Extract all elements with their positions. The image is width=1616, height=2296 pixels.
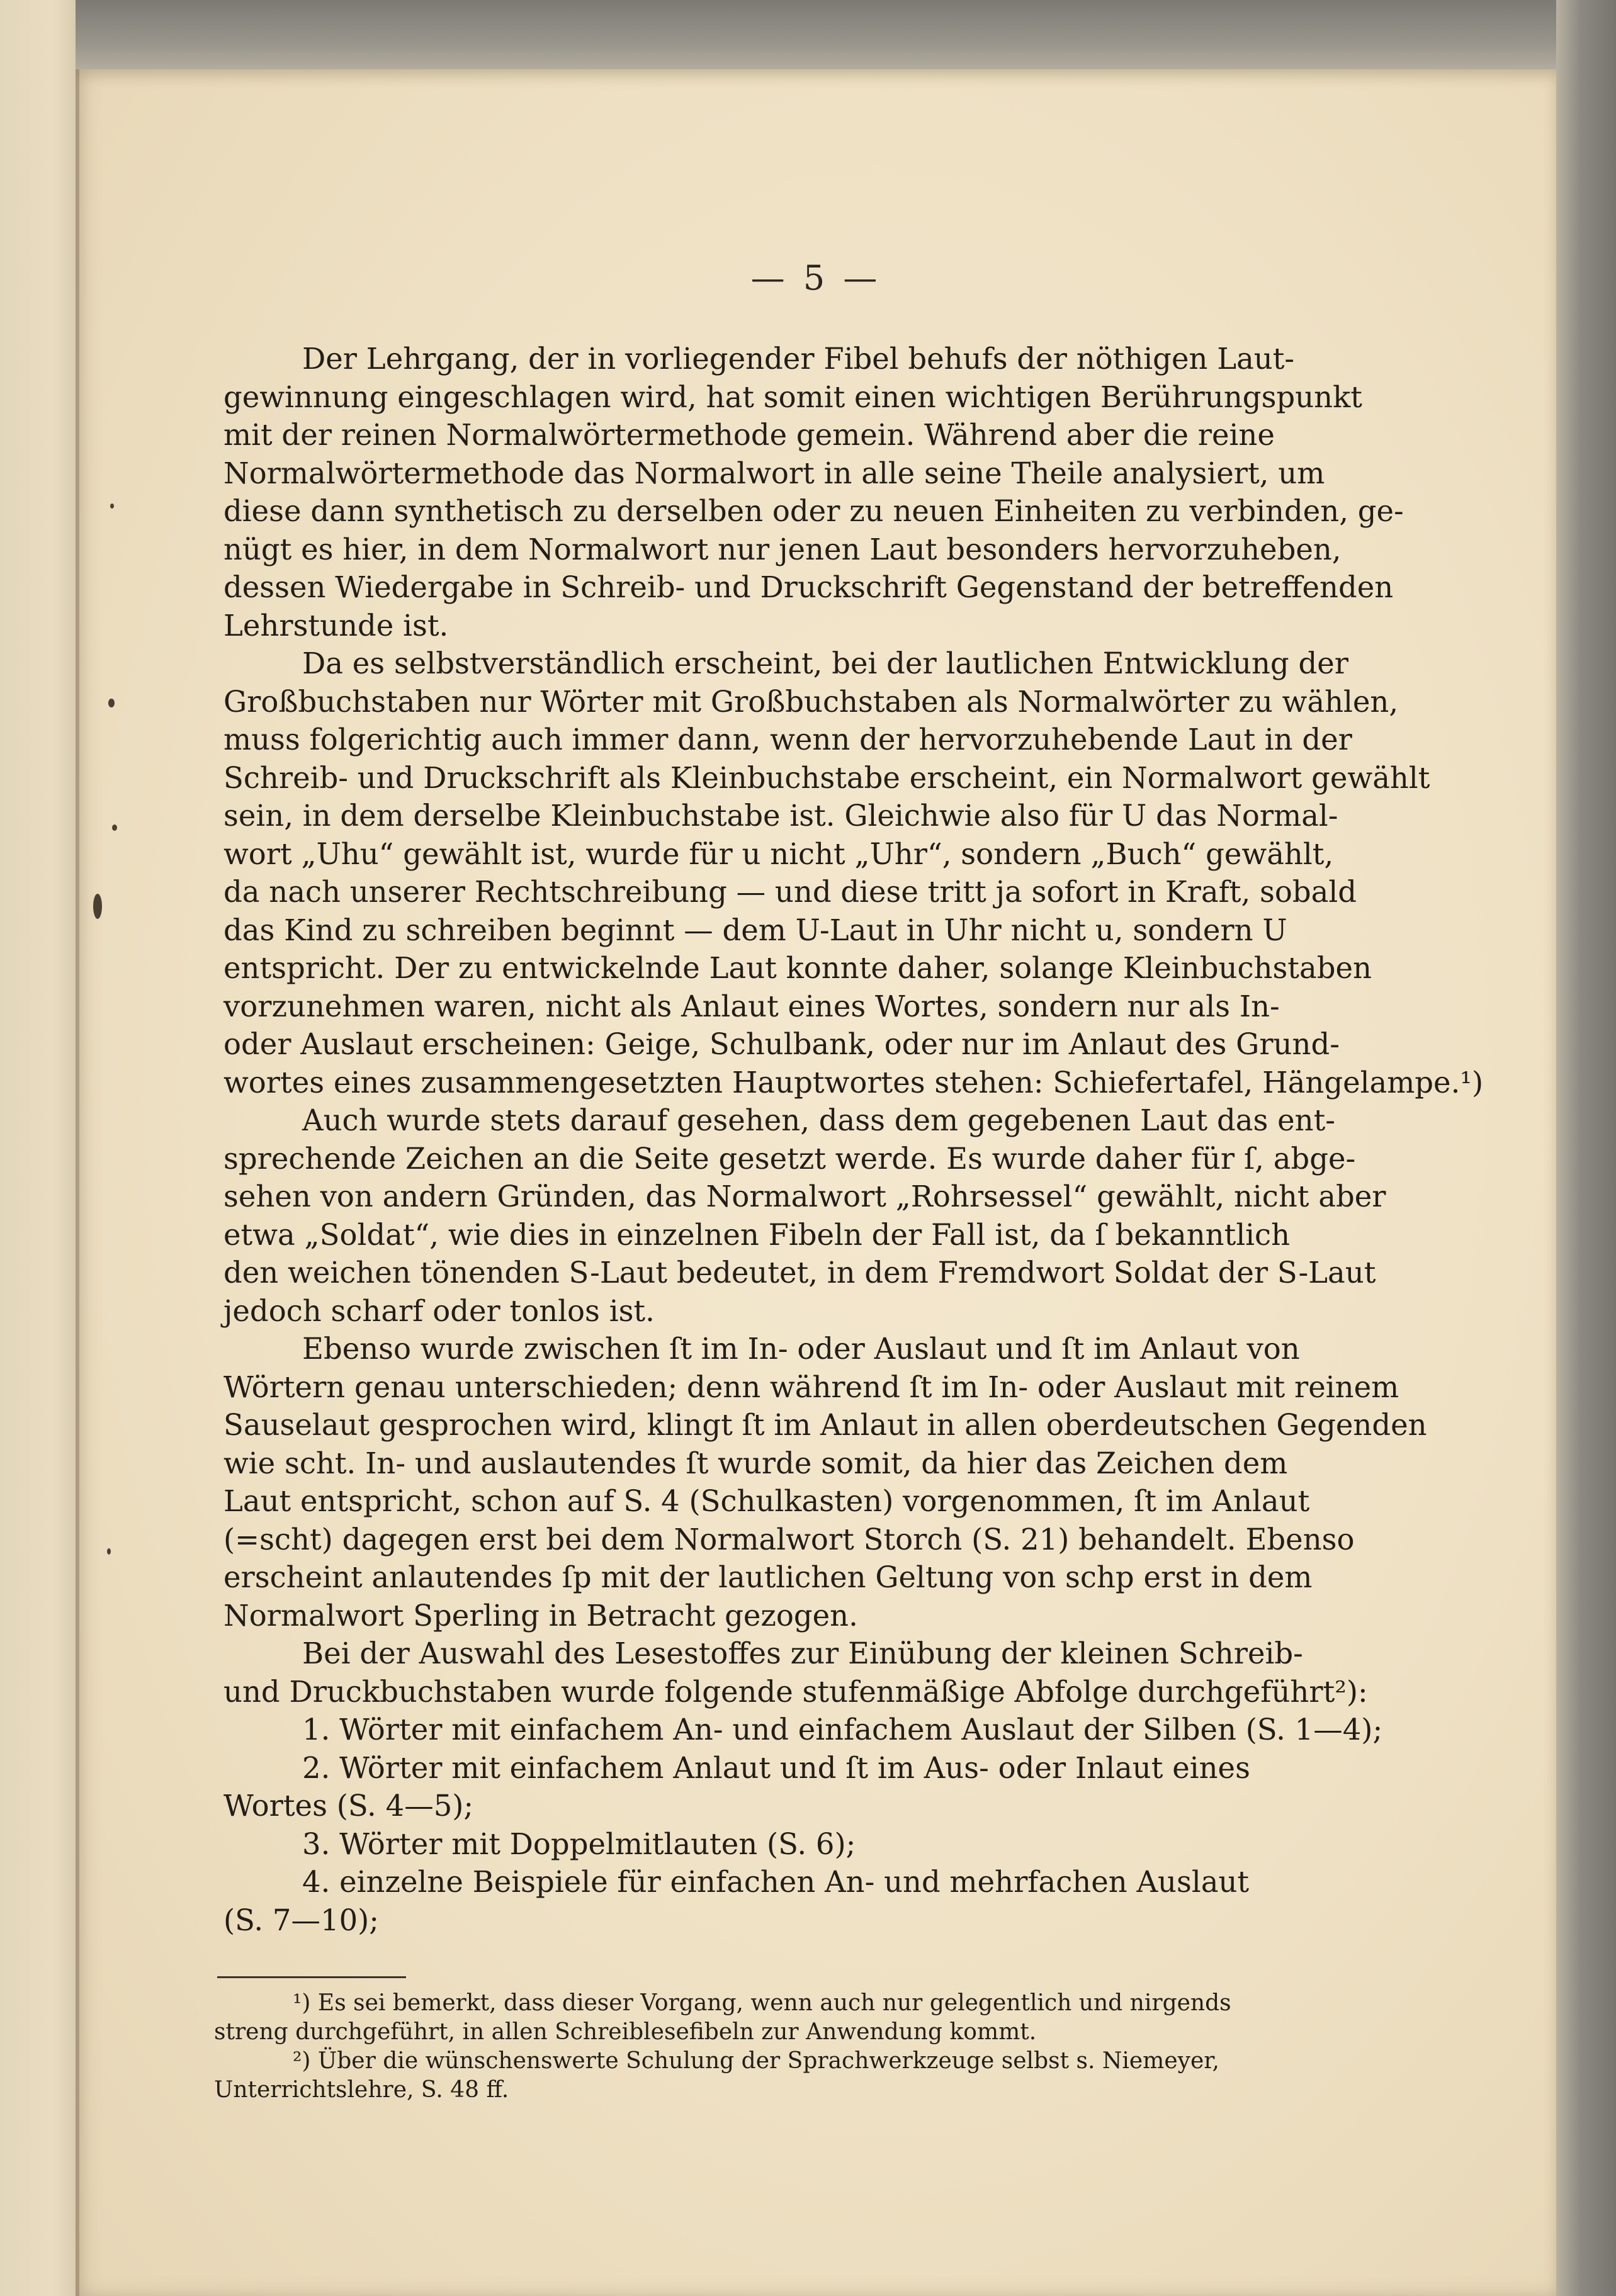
text-line: Bei der Auswahl des Lesestoffes zur Einübung der kleinen Schreib-: [302, 1636, 1303, 1670]
text-line: Lehrstunde ist.: [223, 608, 449, 643]
footnote-line: ¹) Es sei bemerkt, dass dieser Vorgang, wenn auch nur gelegentlich und nirgends: [293, 1990, 1231, 2016]
text-line: erscheint anlautendes ſp mit der lautlichen Geltung von schp erst in dem: [223, 1560, 1313, 1594]
text-line: da nach unserer Rechtschreibung — und diese tritt ja sofort in Kraft, sobald: [223, 875, 1357, 909]
text-line: oder Auslaut erscheinen: Geige, Schulbank, oder nur im Anlaut des Grund-: [223, 1027, 1340, 1061]
text-line: muss folgerichtig auch immer dann, wenn der hervorzuhebende Laut in der: [223, 723, 1352, 757]
text-line: 2. Wörter mit einfachem Anlaut und ſt im Aus- oder Inlaut eines: [302, 1750, 1250, 1785]
body-text: [223, 340, 1484, 1939]
text-line: den weichen tönenden S-Laut bedeutet, in dem Fremdwort Soldat der S-Laut: [223, 1256, 1376, 1290]
text-line: nügt es hier, in dem Normalwort nur jenen Laut besonders hervorzuheben,: [223, 532, 1342, 566]
text-line: Wörtern genau unterschieden; denn während ſt im In- oder Auslaut mit reinem: [223, 1370, 1399, 1404]
text-line: Ebenso wurde zwischen ſt im In- oder Auslaut und ſt im Anlaut von: [302, 1332, 1300, 1366]
text-line: sprechende Zeichen an die Seite gesetzt werde. Es wurde daher für ſ, abge-: [223, 1141, 1356, 1176]
text-line: (S. 7—10);: [223, 1903, 379, 1937]
text-line: 3. Wörter mit Doppelmitlauten (S. 6);: [302, 1826, 856, 1861]
text-line: gewinnung eingeschlagen wird, hat somit einen wichtigen Berührungspunkt: [223, 380, 1362, 414]
text-line: Normalwörtermethode das Normalwort in alle seine Theile analysiert, um: [223, 456, 1325, 490]
book-board-right: [1556, 0, 1616, 2296]
text-line: Sauselaut gesprochen wird, klingt ſt im Anlaut in allen oberdeutschen Gegenden: [223, 1408, 1427, 1442]
text-line: das Kind zu schreiben beginnt — dem U-Laut in Uhr nicht u, sondern U: [223, 913, 1287, 947]
gutter-shadow: [76, 69, 79, 2296]
footnote-rule: [217, 1976, 406, 1978]
text-line: wort „Uhu“ gewählt ist, wurde für u nicht „Uhr“, sondern „Buch“ gewählt,: [223, 836, 1334, 871]
text-line: Schreib- und Druckschrift als Kleinbuchstabe erscheint, ein Normalwort gewählt: [223, 760, 1430, 795]
text-line: 1. Wörter mit einfachem An- und einfachem Auslaut der Silben (S. 1—4);: [302, 1713, 1383, 1747]
book-gutter-left: [0, 0, 76, 2296]
text-line: Der Lehrgang, der in vorliegender Fibel behufs der nöthigen Laut-: [302, 342, 1295, 376]
text-line: Da es selbstverständlich erscheint, bei der lautlichen Entwicklung der: [302, 646, 1348, 680]
text-line: dessen Wiedergabe in Schreib- und Druckschrift Gegenstand der betreffenden: [223, 570, 1394, 604]
footnote-line: streng durchgeführt, in allen Schreiblesefibeln zur Anwendung kommt.: [214, 2019, 1037, 2045]
text-line: jedoch scharf oder tonlos ist.: [223, 1293, 655, 1328]
margin-speck: [93, 894, 102, 919]
book-page: [76, 69, 1556, 2296]
text-line: sehen von andern Gründen, das Normalwort „Rohrsessel“ gewählt, nicht aber: [223, 1179, 1386, 1213]
text-line: Wortes (S. 4—5);: [223, 1789, 474, 1823]
text-line: wortes eines zusammengesetzten Hauptwortes stehen: Schiefertafel, Hängelampe.¹): [223, 1065, 1484, 1100]
text-line: und Druckbuchstaben wurde folgende stufenmäßige Abfolge durchgeführt²):: [223, 1674, 1368, 1709]
text-line: 4. einzelne Beispiele für einfachen An- und mehrfachen Auslaut: [302, 1865, 1250, 1899]
footnotes: [214, 1989, 1385, 2105]
page-number-header: — 5 —: [750, 258, 881, 298]
text-line: Normalwort Sperling in Betracht gezogen.: [223, 1598, 858, 1633]
book-board-top: [0, 0, 1616, 76]
text-line: Laut entspricht, schon auf S. 4 (Schulkasten) vorgenommen, ſt im Anlaut: [223, 1484, 1310, 1518]
text-line: wie scht. In- und auslautendes ſt wurde somit, da hier das Zeichen dem: [223, 1446, 1288, 1480]
text-line: entspricht. Der zu entwickelnde Laut konnte daher, solange Kleinbuchstaben: [223, 951, 1372, 985]
margin-speck: [107, 1548, 111, 1555]
text-line: vorzunehmen waren, nicht als Anlaut eines Wortes, sondern nur als In-: [223, 989, 1280, 1023]
text-line: diese dann synthetisch zu derselben oder zu neuen Einheiten zu verbinden, ge-: [223, 494, 1404, 528]
text-line: etwa „Soldat“, wie dies in einzelnen Fibeln der Fall ist, da ſ bekanntlich: [223, 1217, 1291, 1252]
margin-speck: [110, 504, 114, 509]
margin-speck: [112, 824, 117, 831]
footnote-line: ²) Über die wünschenswerte Schulung der Sprachwerkzeuge selbst s. Niemeyer,: [293, 2048, 1219, 2074]
margin-speck: [108, 699, 115, 707]
text-line: (=scht) dagegen erst bei dem Normalwort Storch (S. 21) behandelt. Ebenso: [223, 1522, 1355, 1556]
text-line: Auch wurde stets darauf gesehen, dass dem gegebenen Laut das ent-: [302, 1103, 1335, 1137]
text-line: Großbuchstaben nur Wörter mit Großbuchstaben als Normalwörter zu wählen,: [223, 684, 1399, 719]
text-line: mit der reinen Normalwörtermethode gemein. Während aber die reine: [223, 418, 1275, 452]
text-line: sein, in dem derselbe Kleinbuchstabe ist. Gleichwie also für U das Normal-: [223, 799, 1338, 833]
footnote-line: Unterrichtslehre, S. 48 ff.: [214, 2077, 509, 2103]
